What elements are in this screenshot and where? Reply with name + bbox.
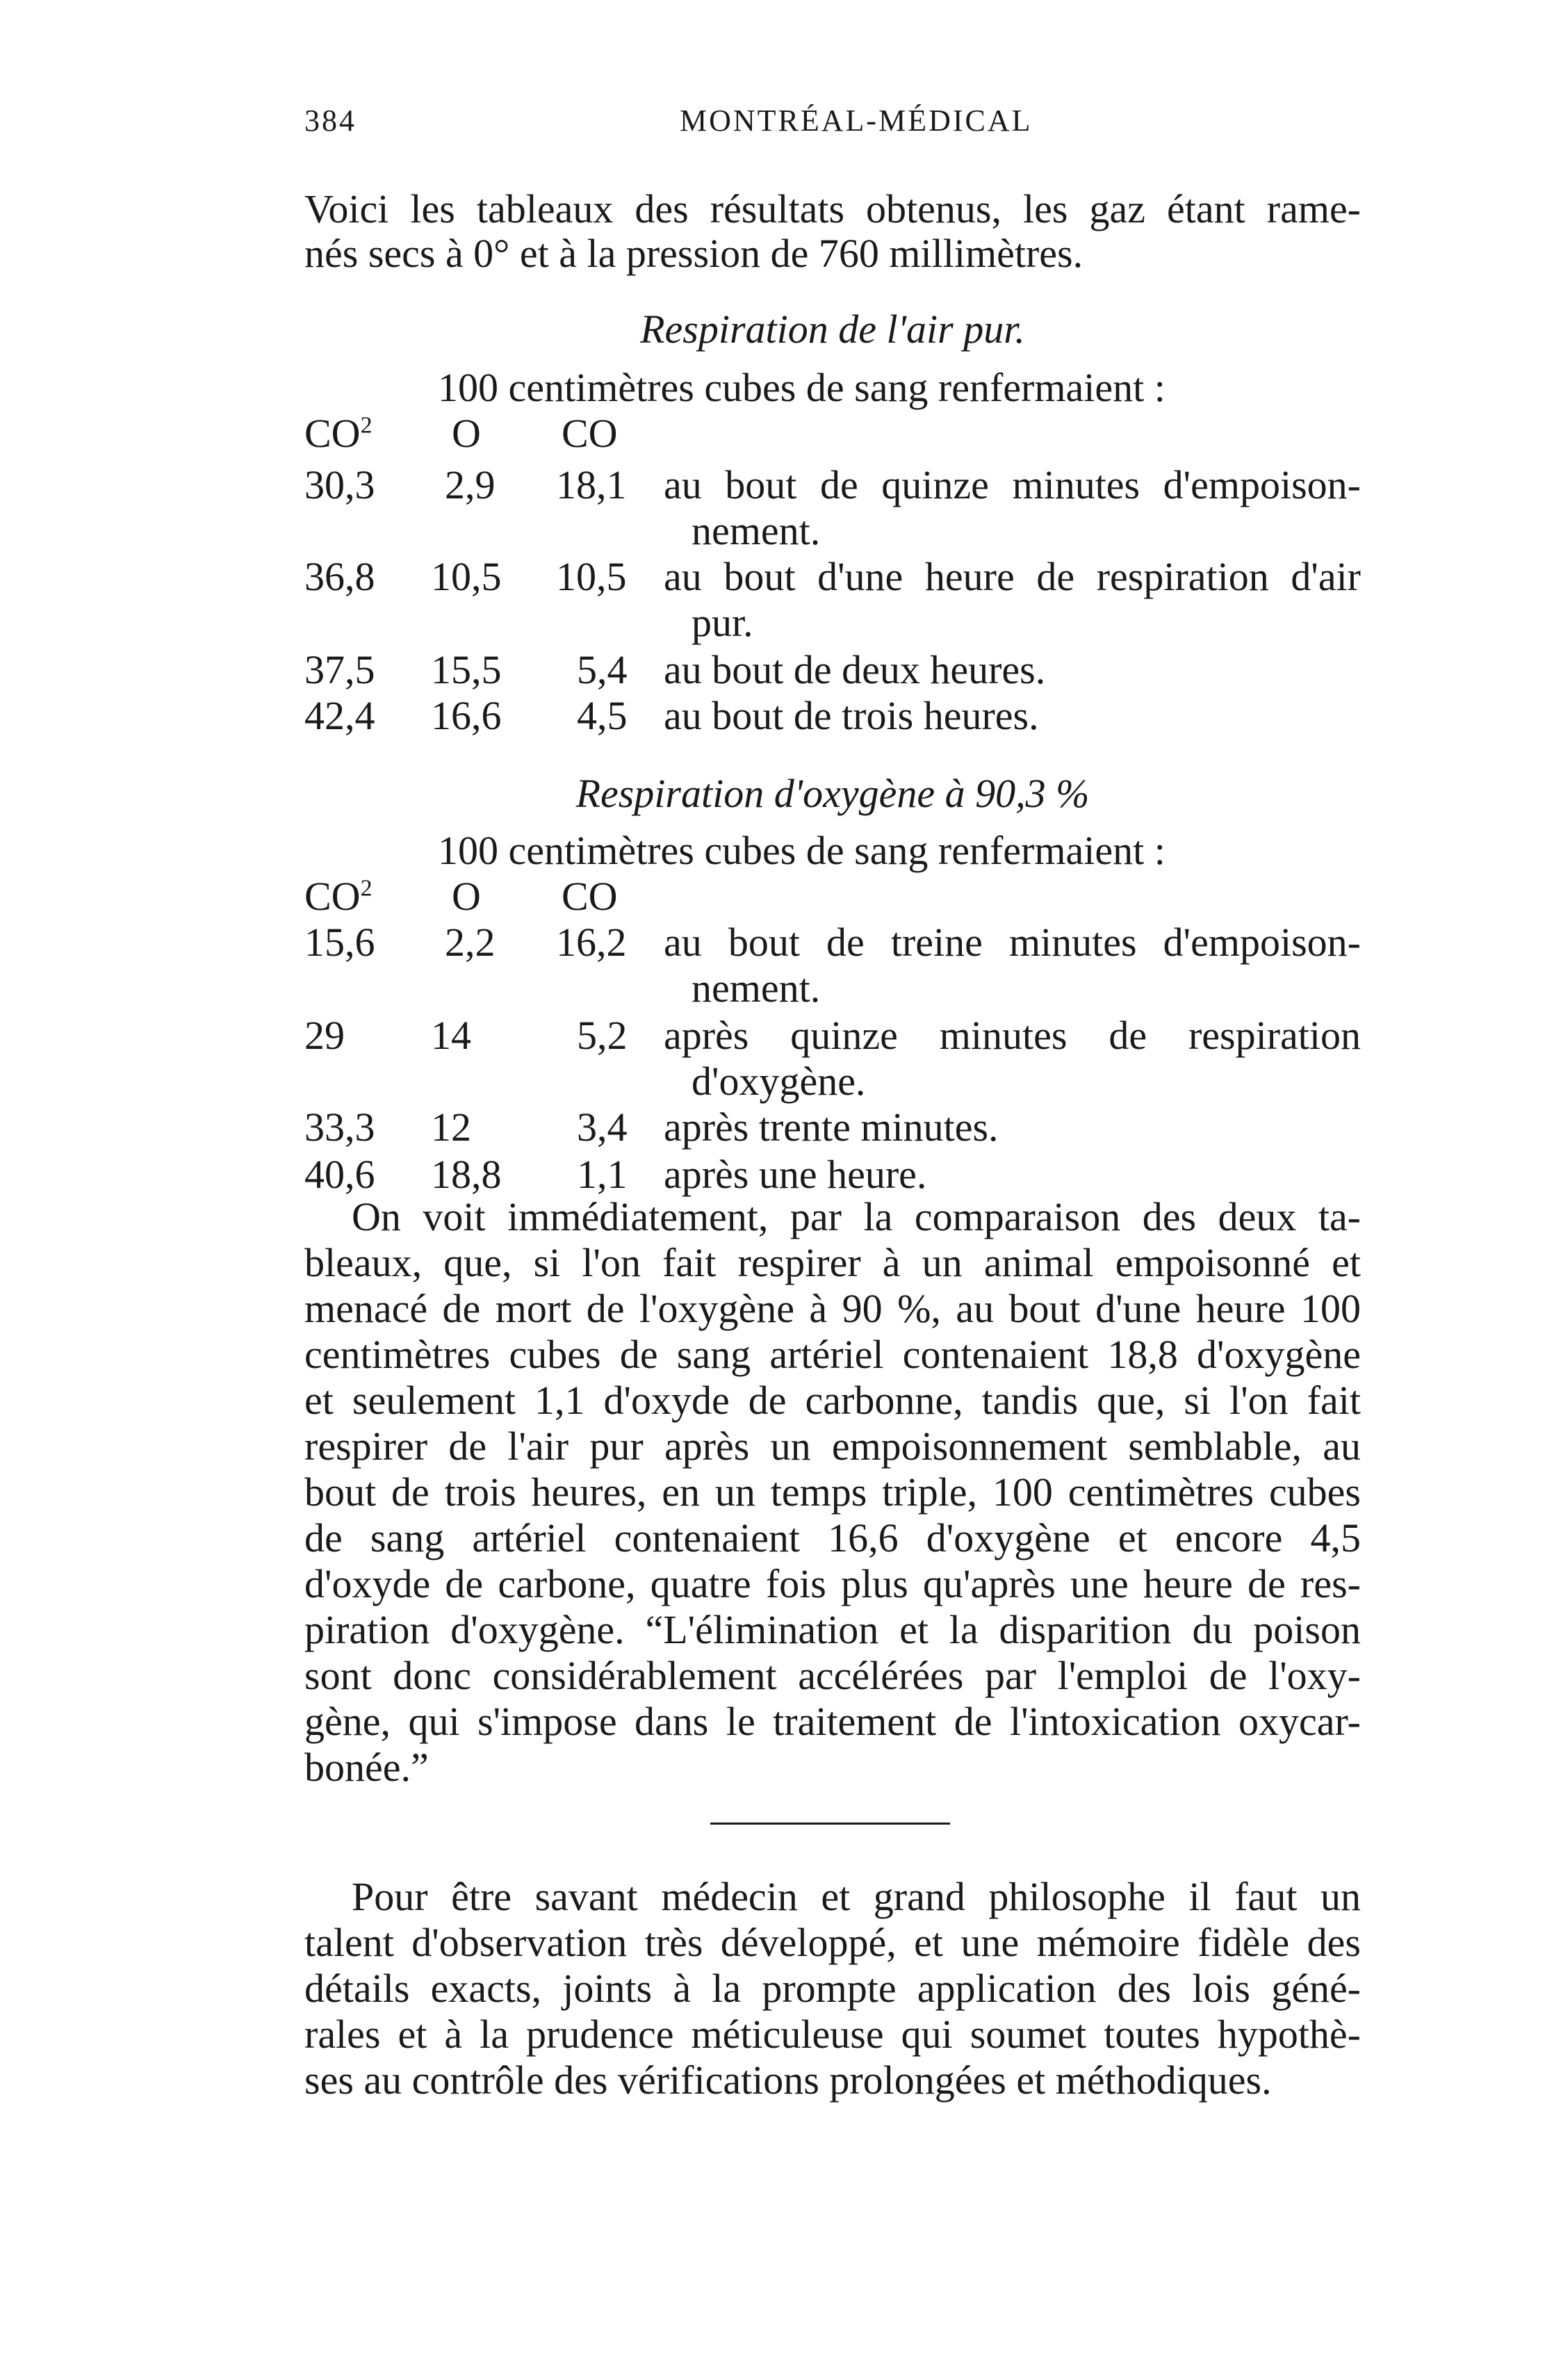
table2-row3-co: 3,4 <box>577 1105 628 1150</box>
table1-row4-o: 16,6 <box>431 693 502 738</box>
paragraph1-line-8: de sang artériel contenaient 16,6 d'oxygène et encore 4,5 <box>304 1515 1361 1560</box>
table1-row1-co2: 30,3 <box>304 462 375 507</box>
table2-col-o: O <box>452 874 481 919</box>
table2-row2-co2: 29 <box>304 1013 345 1058</box>
table1-col-o: O <box>452 411 481 456</box>
table1-col-co: CO <box>562 411 618 456</box>
table2-row4-co: 1,1 <box>577 1152 628 1197</box>
table2-row2-o: 14 <box>431 1013 471 1058</box>
table1-row2-o: 10,5 <box>431 554 502 599</box>
table1-row1-co: 18,1 <box>556 462 627 507</box>
table1-intro: 100 centimètres cubes de sang renfermaient : <box>438 365 1166 410</box>
table2-row3-text: après trente minutes. <box>664 1105 999 1150</box>
table2-col-co2: $CO^2$ <box>304 874 373 919</box>
table2-row4-co2: 40,6 <box>304 1152 375 1197</box>
table1-row2-co2: 36,8 <box>304 554 375 599</box>
page-number: 384 <box>304 104 357 138</box>
intro-line-1: Voici les tableaux des résultats obtenus, les gaz étant rame- <box>304 186 1361 231</box>
table2-row1-text: au bout de treine minutes d'empoison- <box>664 920 1361 965</box>
table1-row3-text: au bout de deux heures. <box>664 647 1046 692</box>
table1-row2-text: au bout d'une heure de respiration d'air <box>664 554 1361 599</box>
intro-line-2: nés secs à 0° et à la pression de 760 millimètres. <box>304 231 1083 276</box>
table1-row3-o: 15,5 <box>431 647 502 692</box>
table1-row4-co2: 42,4 <box>304 693 375 738</box>
paragraph1-line-1: On voit immédiatement, par la comparaison des deux ta- <box>352 1194 1361 1239</box>
table2-row3-co2: 33,3 <box>304 1105 375 1150</box>
table1-row1-cont: nement. <box>692 508 821 553</box>
table2-row4-text: après une heure. <box>664 1152 927 1197</box>
table1-row2-co: 10,5 <box>556 554 627 599</box>
table1-row4-text: au bout de trois heures. <box>664 693 1039 738</box>
page-header <box>304 103 1361 152</box>
paragraph2-line-2: talent d'observation très développé, et une mémoire fidèle des <box>304 1920 1361 1965</box>
paragraph1-line-9: d'oxyde de carbone, quatre fois plus qu'après une heure de res- <box>304 1561 1361 1606</box>
paragraph1-line-10: piration d'oxygène. “L'élimination et la disparition du poison <box>304 1607 1361 1652</box>
table1-row1-o: 2,9 <box>445 462 496 507</box>
table2-row2-text: après quinze minutes de respiration <box>664 1013 1361 1058</box>
table1-row1-text: au bout de quinze minutes d'empoison- <box>664 462 1361 507</box>
table1-heading: Respiration de l'air pur. <box>640 307 1025 352</box>
table2-row1-cont: nement. <box>692 965 821 1011</box>
table2-row2-co: 5,2 <box>577 1013 628 1058</box>
running-title: MONTRÉAL-MÉDICAL <box>680 104 1033 138</box>
table2-intro: 100 centimètres cubes de sang renfermaient : <box>438 828 1166 873</box>
table2-row2-cont: d'oxygène. <box>692 1059 866 1104</box>
paragraph2-line-1: Pour être savant médecin et grand philosophe il faut un <box>352 1874 1361 1919</box>
table1-row2-cont: pur. <box>692 600 753 645</box>
table2-row1-co: 16,2 <box>556 920 627 965</box>
table2-row1-o: 2,2 <box>445 920 496 965</box>
table1-row4-co: 4,5 <box>577 693 628 738</box>
paragraph1-line-11: sont donc considérablement accélérées par l'emploi de l'oxy- <box>304 1653 1361 1698</box>
table1-row3-co: 5,4 <box>577 647 628 692</box>
paragraph1-line-4: centimètres cubes de sang artériel contenaient 18,8 d'oxygène <box>304 1332 1361 1377</box>
table2-row1-co2: 15,6 <box>304 920 375 965</box>
paragraph1-line-7: bout de trois heures, en un temps triple, 100 centimètres cubes <box>304 1469 1361 1515</box>
paragraph1-line-12: gène, qui s'impose dans le traitement de l'intoxication oxycar- <box>304 1699 1361 1744</box>
table2-col-co: CO <box>562 874 618 919</box>
paragraph2-line-5: ses au contrôle des vérifications prolongées et méthodiques. <box>304 2057 1272 2103</box>
table1-col-co2: $CO^2$ <box>304 411 373 456</box>
table1-row3-co2: 37,5 <box>304 647 375 692</box>
table2-row3-o: 12 <box>431 1105 471 1150</box>
table2-row4-o: 18,8 <box>431 1152 502 1197</box>
table2-heading: Respiration d'oxygène à 90,3 % <box>575 771 1090 816</box>
paragraph1-line-3: menacé de mort de l'oxygène à 90 %, au bout d'une heure 100 <box>304 1286 1361 1331</box>
paragraph2-line-4: rales et à la prudence méticuleuse qui soumet toutes hypothè- <box>304 2012 1361 2057</box>
section-divider <box>710 1823 950 1825</box>
paragraph2-line-3: détails exacts, joints à la prompte application des lois géné- <box>304 1966 1361 2011</box>
paragraph1-line-6: respirer de l'air pur après un empoisonnement semblable, au <box>304 1424 1361 1469</box>
paragraph1-line-13: bonée.” <box>304 1745 429 1790</box>
paragraph1-line-5: et seulement 1,1 d'oxyde de carbonne, tandis que, si l'on fait <box>304 1378 1361 1423</box>
paragraph1-line-2: bleaux, que, si l'on fait respirer à un animal empoisonné et <box>304 1240 1361 1285</box>
